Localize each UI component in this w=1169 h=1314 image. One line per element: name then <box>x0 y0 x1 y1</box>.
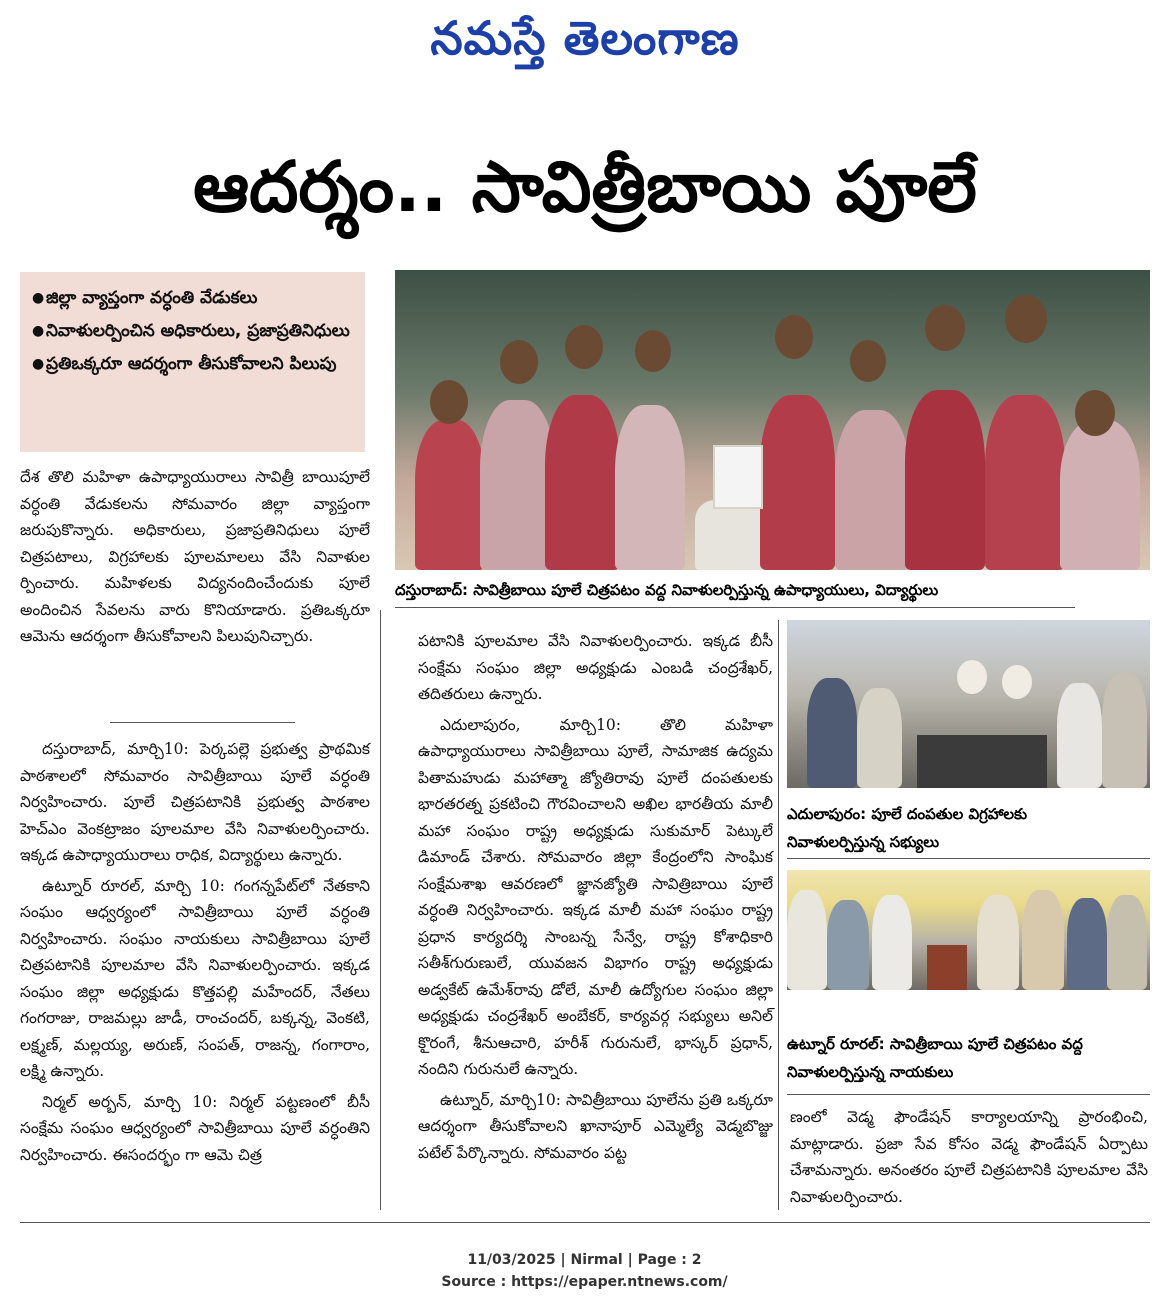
story-continued-col3: ణంలో వెడ్మ ఫౌండేషన్ కార్యాలయాన్ని ప్రారంభించి, మాట్లాడారు. ప్రజా సేవ కోసం వెడ్మ ఫౌండేషన్ ఏర్పాటు చేశామన్నారు. అనంతరం పూలే చిత్రపటానికి పూలమాల వేసి నివాళులర్పించారు. <box>790 1108 1148 1206</box>
portrait-frame <box>927 945 967 990</box>
photo-leaders-tribute <box>787 870 1150 990</box>
intro-paragraph: దేశ తొలి మహిళా ఉపాధ్యాయురాలు సావిత్రీ బాయిపూలే వర్ధంతి వేడుకలను సోమవారం జిల్లా వ్యాప్తంగా జరుపుకొన్నారు. అధికారులు, ప్రజాప్రతినిధులు పూలే చిత్రపటాలు, విగ్రహాలకు పూలమాలలు వేసి నివాళుల ర్పించారు. మహిళలకు విద్యనందించేందుకు పూలే అందించిన సేవలను వారు కొనియాడారు. ప్రతిఒక్కరూ ఆమెను ఆదర్శంగా తీసుకోవాలని పిలుపునిచ్చారు. <box>20 468 370 645</box>
highlights-box <box>20 272 365 452</box>
photo3-caption: ఉట్నూర్ రూరల్: సావిత్రీబాయి పూలే చిత్రపటం వద్ద నివాళులర్పిస్తున్న నాయకులు <box>787 1035 1083 1081</box>
story-continued: పటానికి పూలమాల వేసి నివాళులర్పించారు. ఇక్కడ బీసీ సంక్షేమ సంఘం జిల్లా అధ్యక్షుడు ఎంబడి చంద్రశేఖర్, తదితరులు ఉన్నారు. <box>418 632 773 703</box>
highlight-text: జిల్లా వ్యాప్తంగా వర్ధంతి వేడుకలు <box>46 288 258 308</box>
students-group <box>395 375 1150 570</box>
story-utnoor: ఉట్నూర్, మార్చి10: సావిత్రీబాయి పూలేను ప్రతి ఒక్కరూ ఆదర్శంగా తీసుకోవాలని ఖానాపూర్ ఎమ్మెల్యే వెడ్మబొజ్జు పటేల్ పేర్కొన్నారు. సోమవారం పట్ట <box>418 1090 773 1162</box>
photo2-caption: ఎదులాపురం: పూలే దంపతుల విగ్రహాలకు నివాళులర్పిస్తున్న సభ్యులు <box>787 805 1028 851</box>
footer-date-line: 11/03/2025 | Nirmal | Page : 2 <box>467 1252 702 1268</box>
photo-statue-tribute <box>787 620 1150 788</box>
photo-students-tribute <box>395 270 1150 570</box>
column-1 <box>20 464 370 654</box>
story-nirmal-urban: నిర్మల్ అర్బన్, మార్చి 10: నిర్మల్ పట్టణంలో బీసీ సంక్షేమ సంఘం ఆధ్వర్యంలో సావిత్రీబాయి పూలే వర్ధంతిని నిర్వహించారు. ఈసందర్భం గా ఆమె చిత్ర <box>20 1092 370 1164</box>
footer-source-line: Source : https://epaper.ntnews.com/ <box>441 1274 728 1290</box>
photo1-caption: దస్తురాబాద్: సావిత్రీబాయి పూలే చిత్రపటం వద్ద నివాళులర్పిస్తున్న ఉపాధ్యాయులు, విద్యార్థులు <box>395 581 939 599</box>
newspaper-masthead: నమస్తే తెలంగాణ <box>430 11 740 65</box>
highlight-item <box>32 348 355 381</box>
column-3 <box>790 1104 1148 1214</box>
column-1-stories <box>20 736 370 1172</box>
highlight-item <box>32 282 355 315</box>
bullet-icon: ● <box>32 290 45 306</box>
highlight-text: ప్రతిఒక్కరూ ఆదర్శంగా తీసుకోవాలని పిలుపు <box>46 354 337 374</box>
story-utnoor-rural: ఉట్నూర్ రూరల్, మార్చి 10: గంగన్నపేట్‌లో నేతకాని సంఘం ఆధ్వర్యంలో సావిత్రీబాయి పూలే వర్ధంతి నిర్వహించారు. సంఘం నాయకులు సావిత్రీబాయి పూలే చిత్రపటానికి పూలమాల వేసి నివాళులర్పించారు. ఇక్కడ సంఘం జిల్లా అధ్యక్షుడు కొత్తపల్లి మహేందర్, నేతలు గంగరాజు, రాజమల్లు జాడీ, రాంచందర్, బక్కన్న, వెంకటి, లక్ష్మణ్, మల్లయ్య, అరుణ్, సంపత్, రాజన్న, గంగారాం, లక్ష్మి ఉన్నారు. <box>20 876 370 1080</box>
column-2 <box>418 628 773 1170</box>
bullet-icon: ● <box>32 323 45 339</box>
highlight-text: నివాళులర్పించిన అధికారులు, ప్రజాప్రతినిధులు <box>46 321 350 341</box>
bullet-icon: ● <box>32 356 45 372</box>
page-headline: ఆదర్శం.. సావిత్రీబాయి పూలే <box>193 145 977 228</box>
story-edulapuram: ఎదులాపురం, మార్చి10: తొలి మహిళా ఉపాధ్యాయురాలు సావిత్రీబాయి పూలే, సామాజిక ఉద్యమ పితామహుడు మహాత్మా జ్యోతిరావు పూలే దంపతులకు భారతరత్న ప్రకటించి గౌరవించాలని అఖిల భారతీయ మాలీ మహా సంఘం రాష్ట్ర అధ్యక్షుడు సుకుమార్ పెట్కులే డిమాండ్ చేశారు. సోమవారం జిల్లా కేంద్రంలోని సాంఘిక సంక్షేమశాఖ ఆవరణలో జ్ఞానజ్యోతి సావిత్రిబాయి పూలే వర్ధంతి నిర్వహించారు. ఇక్కడ మాలీ మహా సంఘం రాష్ట్ర ప్రధాన కార్యదర్శి సాంబన్న సేన్వే, రాష్ట్ర కోశాధికారి సతీశ్‌గురుణులే, యువజన విభాగం రాష్ట్ర అధ్యక్షుడు అడ్వకేట్ ఉమేశ్‌రావు డోలే, మాలీ ఉద్యోగుల సంఘం జిల్లా అధ్యక్షుడు చంద్రశేఖర్ అంబేకర్, కార్యవర్గ సభ్యులు అనిల్ కొౖరంగే, శీనుఆచారి, హరీశ్ గురునులే, భాస్కర్ ప్రధాన్, నందిని గురునులే ఉన్నారు. <box>418 715 773 1078</box>
story-dasturabad: దస్తురాబాద్, మార్చి10: పెర్కపల్లె ప్రభుత్వ ప్రాథమిక పాఠశాలలో సోమవారం సావిత్రీబాయి పూలే వర్ధంతి నిర్వహించారు. పూలే చిత్రపటానికి ప్రభుత్వ పాఠశాల హెచ్ఎం వెంకట్రాజం పూలమాల వేసి నివాళులర్పించారు. ఇక్కడ ఉపాధ్యాయురాలు రాధిక, విద్యార్థులు ఉన్నారు. <box>20 740 370 864</box>
highlight-item <box>32 315 355 348</box>
portrait-frame <box>713 445 763 509</box>
